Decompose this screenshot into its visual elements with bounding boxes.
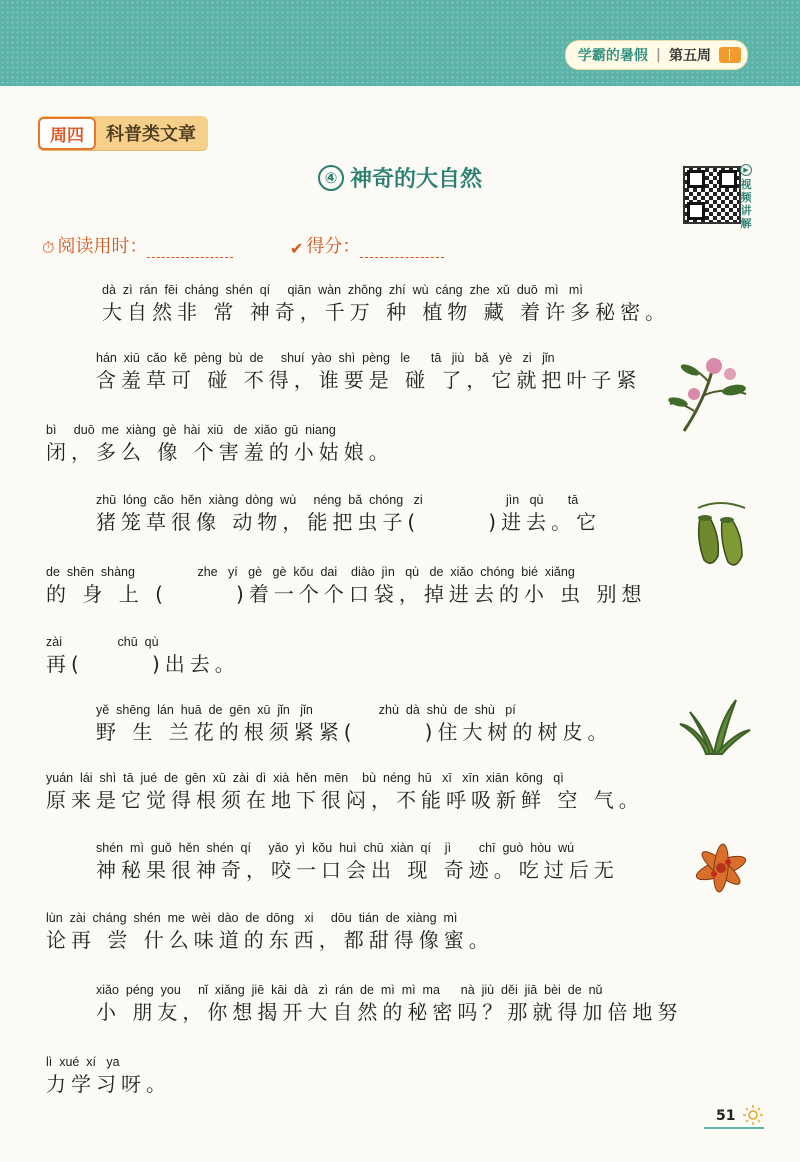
score: [290, 232, 444, 258]
hanzi-row: 小 朋友，你想揭开大自然的秘密吗？那就得加倍地努: [96, 1000, 683, 1024]
hanzi-row: 猪笼草很像 动物，能把虫子( )进去。它: [96, 510, 602, 534]
orchid-plant-icon: [676, 696, 752, 758]
qr-label-text: 视频讲解: [740, 178, 752, 230]
hanzi-row: 原来是它觉得根须在地下很闷，不能呼吸新鲜 空 气。: [46, 788, 644, 812]
sun-icon: [742, 1104, 764, 1126]
pinyin-row: dà zì rán fēi cháng shén qí qiān wàn zhǒng zhí wù cáng zhe xǔ duō mì mì: [102, 283, 583, 297]
text-line: [96, 350, 641, 394]
clock-icon: ⏱: [42, 238, 55, 257]
hanzi-row: 的 身 上 ( )着一个个口袋，掉进去的小 虫 别想: [46, 582, 647, 606]
page-title: [0, 162, 800, 193]
hanzi-row: 野 生 兰花的根须紧紧( )住大树的树皮。: [96, 720, 613, 744]
pinyin-row: shén mì guǒ hěn shén qí yǎo yì kǒu huì chū xiàn qí jì chī guò hòu wú: [96, 841, 575, 855]
text-line: [46, 422, 394, 466]
text-line: [46, 634, 240, 678]
title-text: 神奇的大自然: [349, 167, 482, 192]
hanzi-row: 论再 尝 什么味道的东西，都甜得像蜜。: [46, 928, 494, 952]
text-line: [96, 982, 682, 1026]
qr-code-icon[interactable]: [683, 166, 741, 224]
hanzi-row: 神秘果很神奇，咬一口会出 现 奇迹。吃过后无: [96, 858, 619, 882]
text-line: [96, 840, 619, 884]
book-icon: [719, 47, 741, 63]
pinyin-row: bì duō me xiàng gè hài xiū de xiǎo gū niang: [46, 423, 336, 437]
play-icon: ▶: [740, 164, 752, 176]
text-line: [102, 282, 670, 326]
pinyin-row: zài chū qù: [46, 635, 159, 649]
badge-separator: |: [655, 47, 661, 63]
hanzi-row: 再( )出去。: [46, 652, 240, 676]
score-label: 得分：: [306, 236, 361, 257]
hanzi-row: 大自然非 常 神奇，千万 种 植物 藏 着许多秘密。: [102, 300, 671, 324]
hanzi-row: 力学习呀。: [46, 1072, 171, 1096]
qr-video-label[interactable]: [739, 164, 753, 230]
series-title: 学霸的暑假: [577, 48, 648, 64]
title-number: ④: [318, 165, 344, 191]
day-label: 周四: [38, 117, 96, 150]
section-tag: [38, 116, 208, 150]
pitcher-plant-icon: [690, 498, 752, 572]
check-icon: ✔: [290, 239, 304, 258]
pinyin-row: zhū lóng cǎo hěn xiàng dòng wù néng bǎ chóng zi jìn qù tā: [96, 493, 579, 507]
pinyin-row: xiǎo péng you nǐ xiǎng jiē kāi dà zì rán de mì mì ma nà jiù děi jiā bèi de nǔ: [96, 983, 603, 997]
article-type-label: 科普类文章: [106, 124, 196, 145]
footer-divider: [704, 1127, 764, 1129]
text-line: [46, 910, 494, 954]
text-line: [96, 492, 601, 536]
pinyin-row: lì xué xí ya: [46, 1055, 120, 1069]
text-line: [46, 564, 647, 608]
hanzi-row: 含羞草可 碰 不得，谁要是 碰 了，它就把叶子紧: [96, 368, 642, 392]
pinyin-row: yě shēng lán huā de gēn xū jǐn jǐn zhù dà shù de shù pí: [96, 703, 516, 717]
reading-time-label: 阅读用时：: [57, 236, 148, 257]
text-line: [46, 1054, 171, 1098]
reading-time-blank[interactable]: [147, 237, 233, 258]
pinyin-row: de shēn shàng zhe yí gè gè kǒu dai diào jìn qù de xiǎo chóng bié xiǎng: [46, 565, 575, 579]
miracle-fruit-plant-icon: [686, 834, 756, 902]
mimosa-plant-icon: [664, 346, 754, 436]
page-number: 51: [716, 1108, 736, 1124]
hanzi-row: 闭，多么 像 个害羞的小姑娘。: [46, 440, 394, 464]
pinyin-row: hán xiū cǎo kě pèng bù de shuí yào shì pèng le tā jiù bǎ yè zi jǐn: [96, 351, 555, 365]
score-blank[interactable]: [360, 237, 444, 258]
pinyin-row: yuán lái shì tā jué de gēn xū zài dì xià hěn mēn bù néng hū xī xīn xiān kōng qì: [46, 771, 564, 785]
text-line: [46, 770, 644, 814]
pinyin-row: lùn zài cháng shén me wèi dào de dōng xi dōu tián de xiàng mì: [46, 911, 458, 925]
text-line: [96, 702, 612, 746]
header-badge: [565, 40, 748, 70]
week-label: 第五周: [669, 48, 711, 64]
reading-time: [42, 232, 233, 258]
